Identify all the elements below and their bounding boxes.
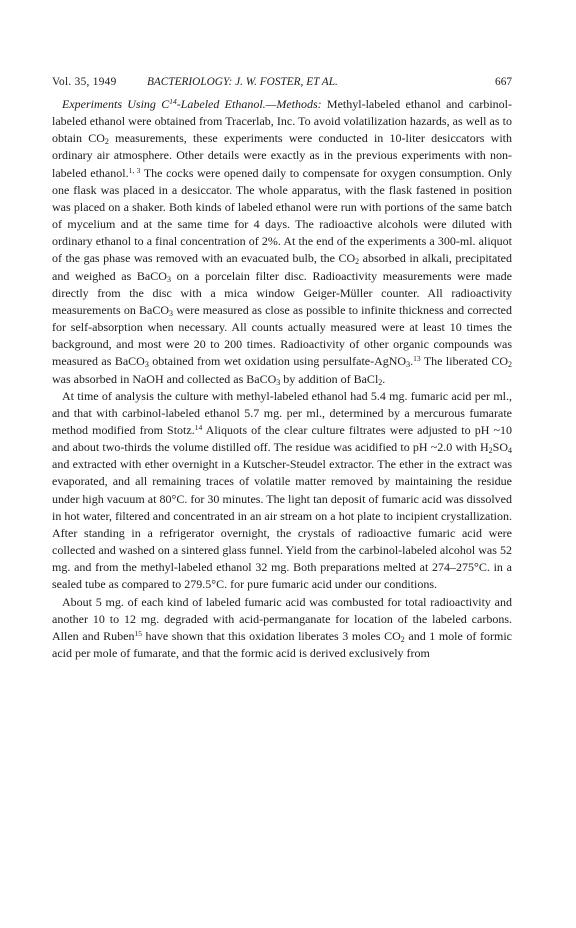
running-header (52, 76, 512, 92)
reference-marker: 14 (194, 422, 203, 432)
page-number: 667 (495, 76, 512, 88)
article-body (52, 96, 512, 662)
running-title: BACTERIOLOGY: J. W. FOSTER, ET AL. (147, 76, 338, 88)
reference-marker: 15 (134, 628, 142, 638)
reference-marker: 1, 3 (128, 165, 141, 175)
reference-marker: 13 (413, 354, 421, 364)
paragraph-degradation: About 5 mg. of each kind of labeled fumaric acid was combusted for total radioactivity and another 10 to 12 mg. degraded with acid-permanganate for location of the labeled carbons. Allen and Ruben$^{15}$ have shown that this oxidation liberates 3 moles $CO_2$ and 1 mole of formic acid per mole of fumarate, and that the formic acid is derived exclusively from (52, 594, 512, 660)
paragraph-analysis: At time of analysis the culture with methyl-labeled ethanol had 5.4 mg. fumaric acid per ml., and that with carbinol-labeled ethanol 5.7 mg. per ml., determined by a mercurous fumarate method modified from Stotz.$^{14}$ Aliquots of the clear culture filtrates were adjusted to pH ~10 and about two-thirds the volume distilled off. The residue was acidified to pH ~2.0 with $H_2SO_4$ and extracted with ether overnight in a Kutscher-Steudel extractor. The ether in the extract was evaporated, and all remaining traces of volatile matter removed by maintaining the residue under high vacuum at 80°C. for 30 minutes. The light tan deposit of fumaric acid was dissolved in hot water, filtered and concentrated in an air stream on a hot plate to incipient crystallization. After standing in a refrigerator overnight, the crystals of radioactive fumaric acid were collected and washed on a sintered glass funnel. Yield from the carbinol-labeled alcohol was 52 mg. and from the methyl-labeled ethanol 32 mg. Both preparations melted at 274–275°C. in a sealed tube as compared to 279.5°C. for pure fumaric acid under our conditions. (52, 388, 513, 592)
volume-year: Vol. 35, 1949 (52, 76, 117, 88)
paragraph-methods: Experiments Using C$^{14}$-Labeled Ethanol.—Methods: Methyl-labeled ethanol and carbinol-labeled ethanol were obtained from Tracerlab, Inc. To avoid volatilization hazards, as well as to obtain $CO_2$ measurements, these experiments were conducted in 10-liter desiccators with ordinary air atmosphere. Other details were exactly as in the previous experiments with non-labeled ethanol.$^{1, 3}$ The cocks were opened daily to compensate for oxygen consumption. Only one flask was placed in a desiccator. The whole apparatus, with the flask fastened in position was placed on a shaker. Both kinds of labeled ethanol were run with portions of the same batch of mycelium and at the same time for 4 days. The radioactive alcohols were diluted with ordinary ethanol to a final concentration of 2%. At the end of the experiments a 300-ml. aliquot of the gas phase was removed with an evacuated bulb, the $CO_2$ absorbed in alkali, precipitated and weighed as BaCO$_3$ on a porcelain filter disc. Radioactivity measurements were made directly from the disc with a mica window Geiger-Müller counter. All radioactivity measurements on BaCO$_3$ were measured as close as possible to infinite thickness and corrected for self-absorption when necessary. All counts actually measured were at least 10 times the background, and most were 20 to 200 times. Radioactivity of other organic compounds was measured as BaCO$_3$ obtained from wet oxidation using persulfate-AgNO$_3$.$^{13}$ The liberated $CO_2$ was absorbed in NaOH and collected as BaCO$_3$ by addition of BaCl$_2$. (52, 97, 513, 387)
section-title: Experiments Using C$^{14}$-Labeled Ethanol.—Methods: (62, 97, 322, 111)
